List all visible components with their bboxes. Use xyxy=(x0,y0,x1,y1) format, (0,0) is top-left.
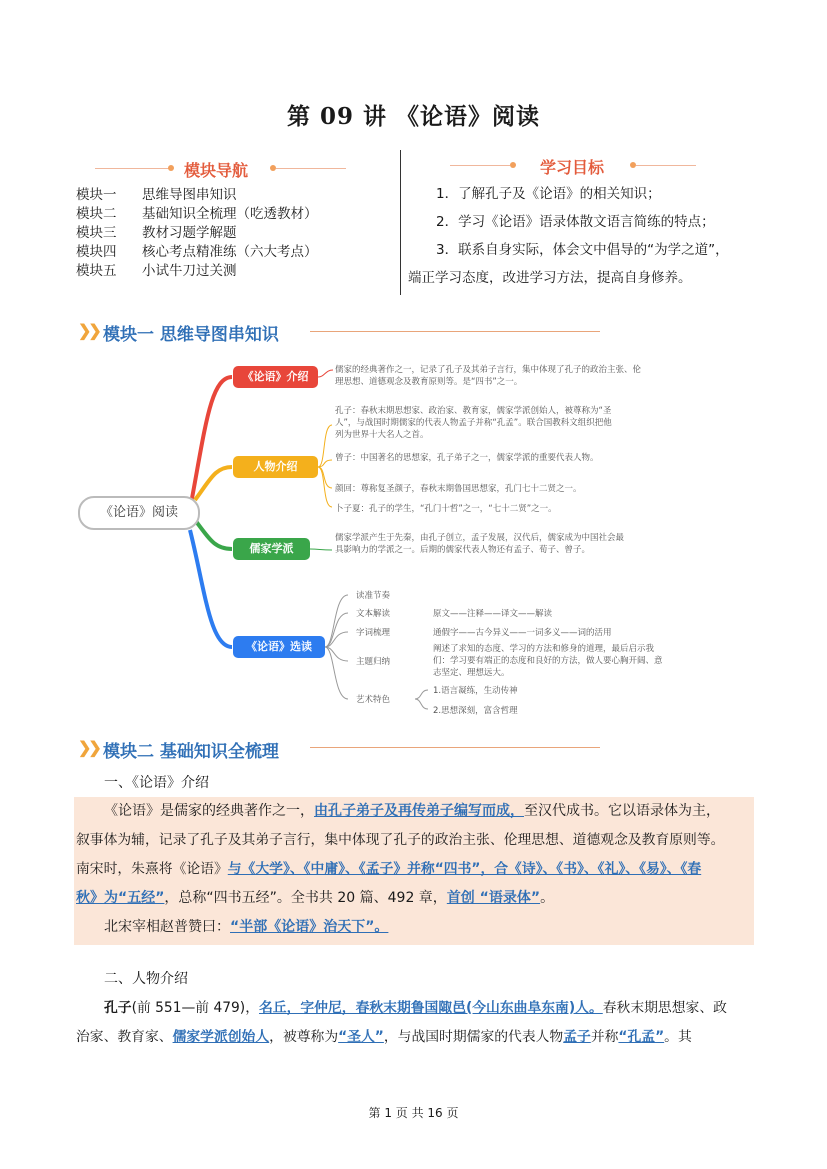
key-point: 首创 “语录体” xyxy=(446,890,541,906)
mindmap-zici: 通假字——古今异义——一词多义——词的活用 xyxy=(433,628,612,638)
nav-header: 模块导航 xyxy=(184,161,249,180)
text-run: 并称 xyxy=(590,1029,619,1045)
mindmap-wenben: 原文——注释——译文——解读 xyxy=(433,609,553,619)
key-point: 秋》为“五经” xyxy=(76,890,165,906)
nav-item[interactable] xyxy=(76,262,318,281)
mindmap-kongzi-text: 孔子：春秋末期思想家、政治家、教育家，儒家学派创始人，被尊称为“圣人”，与战国时期儒家的代表人物孟子并称“孔孟”。联合国教科文组织把他列为世界十大名人之首。 xyxy=(335,406,612,440)
paragraph-line xyxy=(104,994,727,1023)
mindmap-yishu2: 2.思想深刻，富含哲理 xyxy=(433,706,518,716)
nav-item[interactable] xyxy=(76,186,318,205)
text-run: 。其 xyxy=(664,1029,692,1045)
goal-item: 1．了解孔子及《论语》的相关知识； xyxy=(436,186,661,202)
mindmap-yanhui-text: 颜回：尊称复圣颜子，春秋末期鲁国思想家，孔门七十二贤之一。 xyxy=(335,484,582,494)
nav-list xyxy=(76,186,318,281)
nav-value: 基础知识全梳理（吃透教材） xyxy=(142,206,318,222)
dot-icon xyxy=(510,162,516,168)
section-heading: 二、人物介绍 xyxy=(104,971,188,987)
connector-green xyxy=(195,520,232,549)
key-point: 孟子 xyxy=(563,1029,591,1045)
key-point: “圣人” xyxy=(338,1029,384,1045)
mindmap-zhuti: 阐述了求知的态度、学习的方法和修身的道理，最后启示我们：学习要有端正的态度和良好的方法，做人要心胸开阔、意志坚定、理想远大。 xyxy=(433,644,663,678)
nav-key: 模块二 xyxy=(76,206,117,222)
key-point: 名丘，字仲尼，春秋末期鲁国陬邑(今山东曲阜东南)人。 xyxy=(259,1000,603,1016)
text-run: 南宋时，朱熹将《论语》 xyxy=(76,861,228,877)
mindmap-school-text: 儒家学派产生于先秦，由孔子创立，孟子发展，汉代后，儒家成为中国社会最具影响力的学派之一。后期的儒家代表人物还有孟子、荀子、曾子。 xyxy=(335,533,625,555)
divider xyxy=(310,747,600,748)
divider xyxy=(636,165,696,166)
nav-key: 模块五 xyxy=(76,263,117,279)
paragraph-line xyxy=(104,913,388,942)
double-chevron-icon: ❯❯ xyxy=(78,321,99,340)
text-run: 北宋宰相赵普赞曰： xyxy=(104,919,230,935)
key-point: 儒家学派创始人 xyxy=(172,1029,270,1045)
mindmap-node-school: 儒家学派 xyxy=(233,538,310,560)
paragraph-line xyxy=(76,1023,692,1052)
text-run: 治家、教育家、 xyxy=(76,1029,173,1045)
nav-key: 模块一 xyxy=(76,187,117,203)
person-name: 孔子 xyxy=(104,1000,132,1016)
nav-value: 小试牛刀过关测 xyxy=(142,263,237,279)
mindmap-node-people: 人物介绍 xyxy=(233,456,318,478)
mindmap-node-intro: 《论语》介绍 xyxy=(233,366,318,388)
page-title: 第 09 讲 《论语》阅读 xyxy=(286,103,541,130)
text-run: ，被尊称为 xyxy=(269,1029,339,1045)
goal-item: 2．学习《论语》语录体散文语言简练的特点； xyxy=(436,214,715,230)
paragraph-line xyxy=(76,855,701,884)
mindmap-sub: 文本解读 xyxy=(356,609,391,619)
nav-item[interactable] xyxy=(76,243,318,262)
nav-key: 模块四 xyxy=(76,244,117,260)
mindmap-intro-text: 儒家的经典著作之一，记录了孔子及其弟子言行，集中体现了孔子的政治主张、伦理思想、道德观念及教育原则等。是“四书”之一。 xyxy=(335,365,642,387)
mindmap-sub: 字词梳理 xyxy=(356,628,391,638)
mindmap-yishu1: 1.语言凝练，生动传神 xyxy=(433,686,518,696)
mindmap-node-reading: 《论语》选读 xyxy=(233,636,325,658)
mindmap-zengzi-text: 曾子：中国著名的思想家，孔子弟子之一，儒家学派的重要代表人物。 xyxy=(335,453,599,463)
text-run: 。 xyxy=(540,890,555,906)
mindmap-sub: 艺术特色 xyxy=(356,695,391,705)
nav-item[interactable] xyxy=(76,224,318,243)
goal-item: 端正学习态度，改进学习方法，提高自身修养。 xyxy=(408,270,692,286)
goal-item: 3．联系自身实际，体会文中倡导的“为学之道”， xyxy=(436,242,729,258)
key-point: “半部《论语》治天下”。 xyxy=(230,919,389,935)
text-run: ，总称“四书五经”。全书共 20 篇、492 章， xyxy=(164,890,447,906)
divider xyxy=(310,331,600,332)
mindmap-buzi-text: 卜子夏：孔子的学生，“孔门十哲”之一，“七十二贤”之一。 xyxy=(335,504,557,514)
nav-key: 模块三 xyxy=(76,225,117,241)
double-chevron-icon: ❯❯ xyxy=(78,738,99,757)
nav-value: 教材习题学解题 xyxy=(142,225,237,241)
mindmap-sub: 主题归纳 xyxy=(356,657,391,667)
connector-red xyxy=(190,377,232,509)
dot-icon xyxy=(168,165,174,171)
module1-heading: 模块一 思维导图串知识 xyxy=(103,325,279,345)
page-footer: 第 1 页 共 16 页 xyxy=(368,1106,459,1120)
nav-item[interactable] xyxy=(76,205,318,224)
mindmap-connectors xyxy=(0,340,827,720)
text-run: ，与战国时期儒家的代表人物 xyxy=(383,1029,564,1045)
text-run: 《论语》是儒家的经典著作之一， xyxy=(104,803,314,819)
nav-value: 核心考点精准练（六大考点） xyxy=(142,244,318,260)
mindmap-sub: 读准节奏 xyxy=(356,591,391,601)
paragraph-line xyxy=(104,797,720,826)
paragraph-line: 叙事体为辅，记录了孔子及其弟子言行，集中体现了孔子的政治主张、伦理思想、道德观念及教育原则等。 xyxy=(76,832,725,848)
key-point: 与《大学》、《中庸》、《孟子》并称“四书”，合《诗》、《书》、《礼》、《易》、《春 xyxy=(227,861,702,877)
divider xyxy=(450,165,510,166)
nav-value: 思维导图串知识 xyxy=(142,187,237,203)
text-run: 春秋末期思想家、政 xyxy=(602,1000,727,1016)
text-run: (前 551—前 479)， xyxy=(131,1000,259,1016)
goals-header: 学习目标 xyxy=(540,158,605,177)
key-point: “孔孟” xyxy=(618,1029,665,1045)
column-divider xyxy=(400,150,401,295)
text-run: 至汉代成书。它以语录体为主， xyxy=(524,803,720,819)
divider xyxy=(276,168,346,169)
connector-yellow xyxy=(195,467,232,500)
paragraph-line xyxy=(76,884,554,913)
mindmap-center: 《论语》阅读 xyxy=(78,496,200,530)
divider xyxy=(95,168,170,169)
section-heading: 一、《论语》介绍 xyxy=(104,775,209,791)
key-point: 由孔子弟子及再传弟子编写而成， xyxy=(314,803,524,819)
module2-heading: 模块二 基础知识全梳理 xyxy=(103,742,279,762)
